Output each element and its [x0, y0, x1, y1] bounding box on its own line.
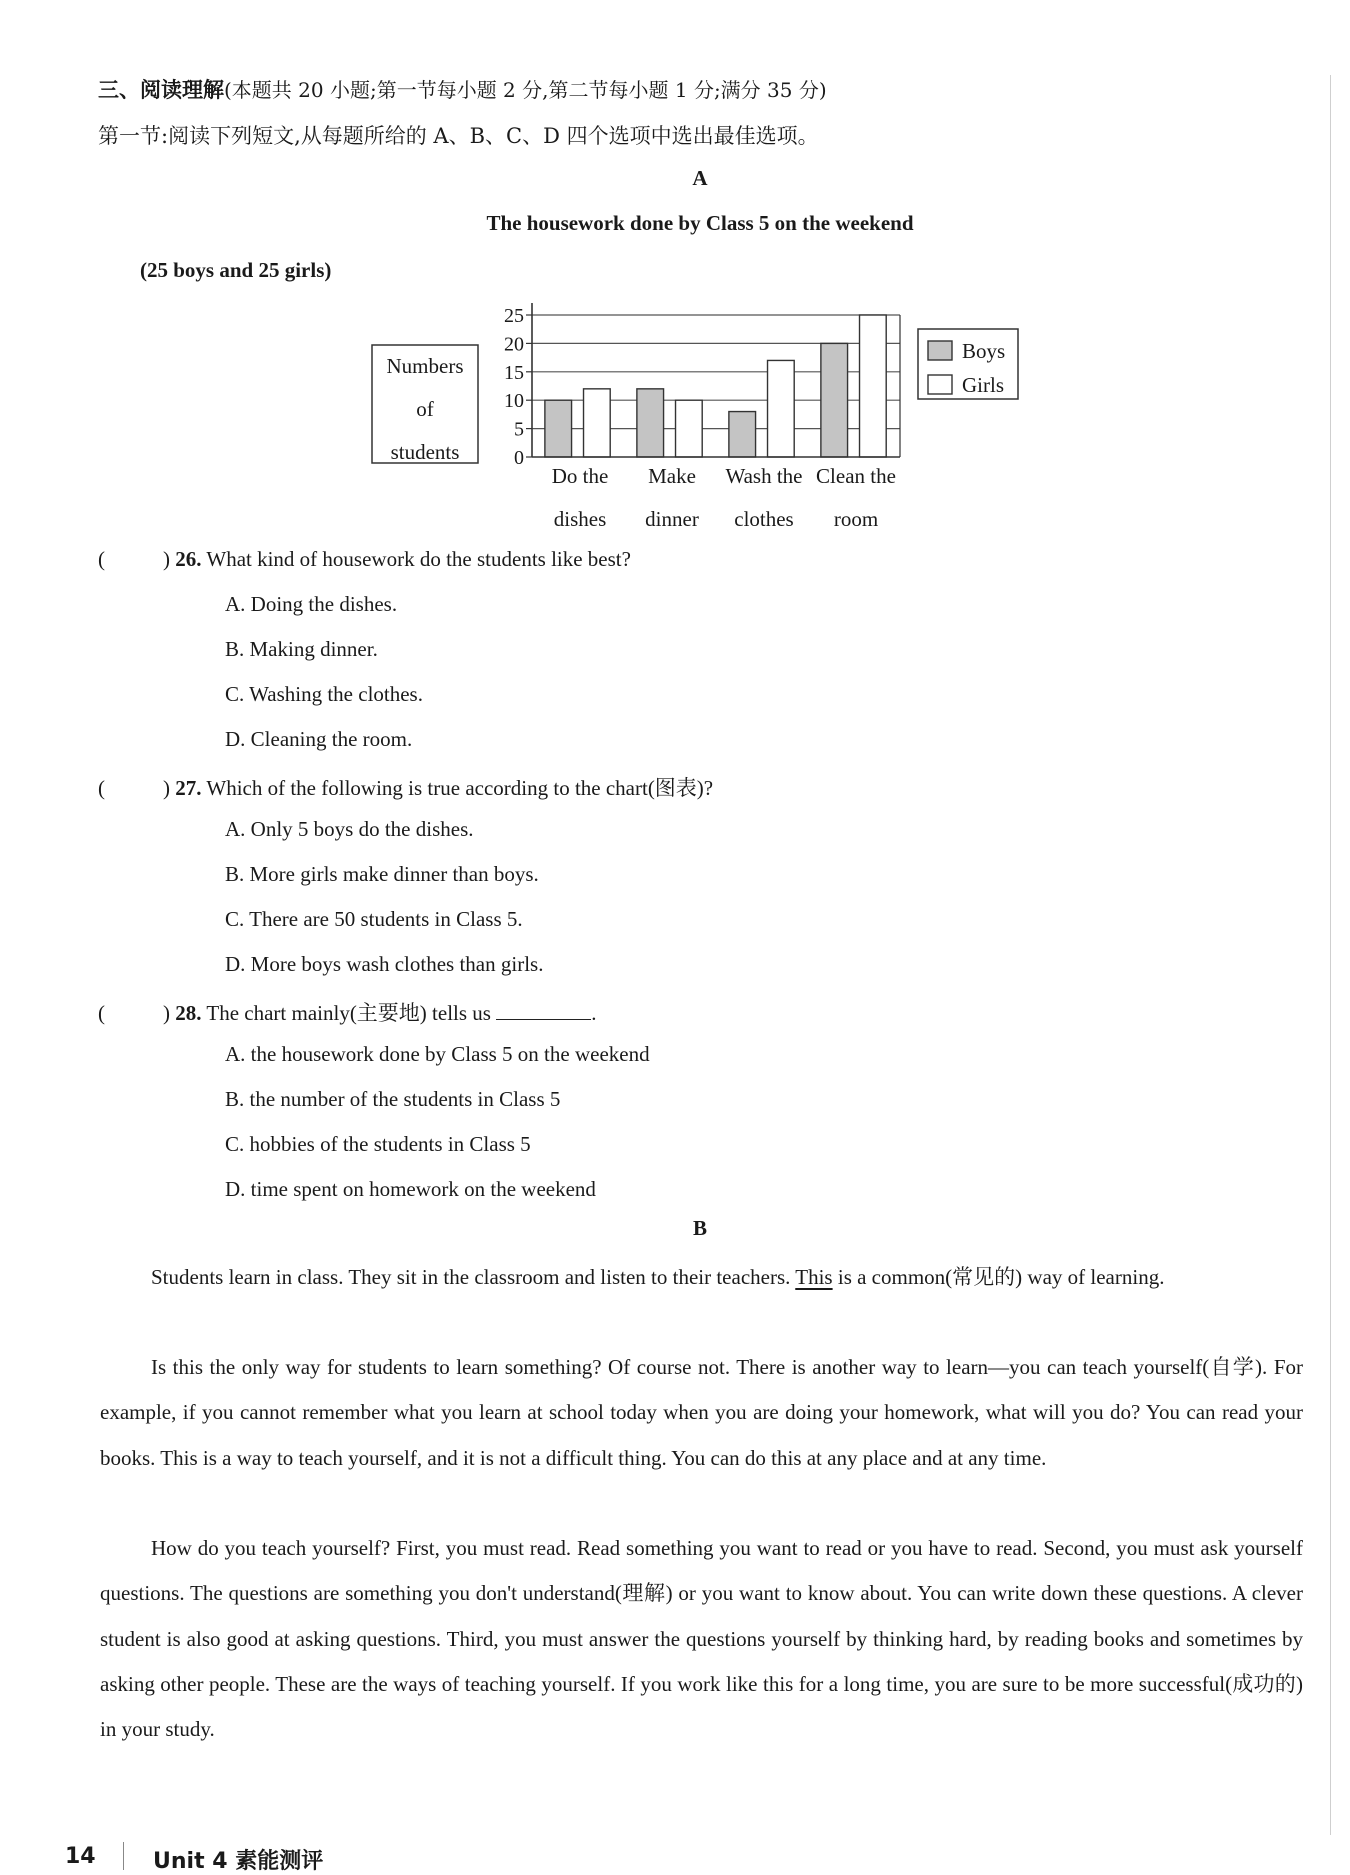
question-28 [98, 997, 596, 1027]
option-28-a: A. the housework done by Class 5 on the weekend [225, 1042, 650, 1066]
y-axis-label-line: students [390, 440, 460, 464]
passage-b-paragraph-1 [100, 1255, 1303, 1300]
passage-b-paragraph-2: Is this the only way for students to learn something? Of course not. There is another way to learn—you can teach yourself(自学). For example, if you cannot remember what you learn at school today when you are doing your homework, what will you do? You can read your books. This is a way to teach yourself, and it is not a difficult thing. You can do this at any place and at any time. [100, 1355, 1303, 1470]
option-26-c: C. Washing the clothes. [225, 682, 423, 706]
y-tick-label: 25 [504, 305, 524, 327]
legend-label-boys: Boys [962, 339, 1006, 363]
underlined-word-this: This [795, 1265, 833, 1289]
paragraph-1-part-1: Students learn in class. They sit in the classroom and listen to their teachers. [151, 1265, 791, 1289]
legend-swatch-boys [928, 341, 952, 360]
y-tick-label: 20 [504, 333, 524, 356]
y-axis-label-line: of [416, 397, 434, 421]
option-28-d: D. time spent on homework on the weekend [225, 1177, 596, 1201]
question-text: What kind of housework do the students like best? [206, 547, 631, 571]
y-axis-label-box [372, 345, 478, 464]
option-28-b: B. the number of the students in Class 5 [225, 1087, 561, 1111]
answer-paren-open: ( [98, 547, 105, 571]
question-text: Which of the following is true according to the chart(图表)? [206, 776, 714, 800]
answer-paren-close: ) [163, 776, 170, 800]
section-title-note: (本题共 20 小题;第一节每小题 2 分,第二节每小题 1 分;满分 35 分) [224, 78, 827, 102]
y-tick-label: 0 [514, 447, 524, 469]
question-26 [98, 547, 631, 572]
option-27-d: D. More boys wash clothes than girls. [225, 952, 544, 976]
category-label: Wash the [725, 464, 803, 488]
chart-title: The housework done by Class 5 on the weekend [486, 211, 914, 235]
passage-b-paragraph-3: How do you teach yourself? First, you must read. Read something you want to read or you have to read. Second, you must ask yourself questions. The questions are something you don't understand(理解) or you want to know about. You can write down these questions. A clever student is also good at asking questions. Third, you must answer the questions yourself by thinking hard, by reading books and sometimes by asking other people. These are the ways of teaching yourself. If you work like this for a long time, you are sure to be more successful(成功的) in your study. [100, 1536, 1303, 1742]
chart-subtitle: (25 boys and 25 girls) [140, 258, 332, 282]
answer-paren-close: ) [163, 547, 170, 571]
bar-girls [860, 315, 887, 457]
option-27-a: A. Only 5 boys do the dishes. [225, 817, 474, 841]
bar-boys [821, 343, 848, 457]
legend-swatch-girls [928, 375, 952, 394]
category-label: dinner [645, 507, 699, 531]
legend-label-girls: Girls [962, 373, 1004, 397]
option-26-d: D. Cleaning the room. [225, 727, 413, 751]
page-number: 14 [65, 1844, 96, 1869]
y-axis-label-line: Numbers [386, 354, 464, 378]
option-27-b: B. More girls make dinner than boys. [225, 862, 539, 886]
category-label: clothes [734, 507, 794, 531]
fill-in-blank [496, 1001, 591, 1020]
question-text-end: . [591, 1001, 597, 1025]
unit-label: Unit 4 素能测评 [153, 1849, 324, 1874]
question-27 [98, 772, 713, 802]
y-tick-label: 10 [504, 390, 524, 413]
chart-legend [918, 329, 1018, 399]
question-number: 27. [175, 776, 202, 800]
answer-paren-close: ) [163, 1001, 170, 1025]
option-28-c: C. hobbies of the students in Class 5 [225, 1132, 531, 1156]
y-tick-label: 5 [514, 418, 524, 441]
bar-girls [768, 360, 795, 457]
passage-b-letter: B [692, 1216, 707, 1240]
section-title-text: 三、阅读理解 [98, 78, 224, 102]
page-margin-line [1330, 75, 1331, 1835]
question-number: 28. [175, 1001, 202, 1025]
y-tick-label: 15 [504, 361, 524, 384]
section-title [98, 74, 827, 104]
answer-paren-open: ( [98, 1001, 105, 1025]
category-label: dishes [553, 507, 607, 531]
category-label: Make [648, 464, 696, 488]
section-intro: 第一节:阅读下列短文,从每题所给的 A、B、C、D 四个选项中选出最佳选项。 [98, 124, 819, 148]
bar-girls [584, 389, 611, 457]
answer-paren-open: ( [98, 776, 105, 800]
option-26-a: A. Doing the dishes. [225, 592, 398, 616]
option-26-b: B. Making dinner. [225, 637, 378, 661]
passage-a-letter: A [692, 166, 708, 190]
question-text: The chart mainly(主要地) tells us [206, 1001, 491, 1025]
question-number: 26. [175, 547, 202, 571]
paragraph-1-part-2: is a common(常见的) way of learning. [837, 1265, 1165, 1289]
bar-boys [637, 389, 664, 457]
bar-girls [676, 400, 703, 457]
category-label: Do the [551, 464, 609, 488]
bar-boys [545, 400, 572, 457]
bar-boys [729, 412, 756, 457]
category-label: Clean the [816, 464, 896, 488]
category-label: room [833, 507, 879, 531]
footer-divider [123, 1842, 124, 1870]
option-27-c: C. There are 50 students in Class 5. [225, 907, 523, 931]
housework-bar-chart [360, 295, 1040, 535]
